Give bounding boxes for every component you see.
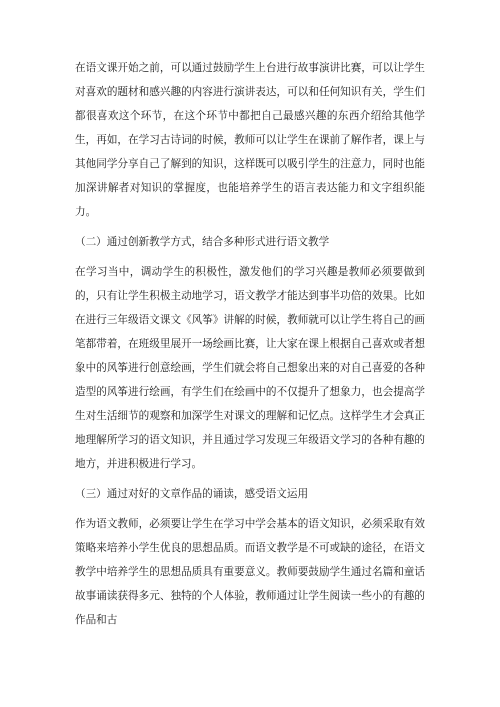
- document-page: [75, 56, 425, 632]
- body-paragraph-1: 在语文课开始之前，可以通过鼓励学生上台进行故事演讲比赛，可以让学生对喜欢的题材和感兴趣的内容进行演讲表达，可以和任何知识有关，学生们都很喜欢这个环节，在这个环节中都把自己最感兴趣的东西介绍给其他学生，再如，在学习古诗词的时候，教师可以让学生在课前了解作者，课上与其他同学分享自己了解到的知识，这样既可以吸引学生的注意力，同时也能加深讲解者对知识的掌握度，也能培养学生的语言表达能力和文字组织能力。: [75, 62, 425, 218]
- body-paragraph-2: 在学习当中，调动学生的积极性，激发他们的学习兴趣是教师必须要做到的，只有让学生积极主动地学习，语文教学才能达到事半功倍的效果。比如在进行三年级语文课文《风筝》讲解的时候，教师就可以让学生将自己的画笔都带着，在班级里展开一场绘画比赛，让大家在课上根据自己喜欢或者想象中的风筝进行创意绘画，学生们就会将自己想象出来的对自己喜爱的各种造型的风筝进行绘画，有学生们在绘画中的不仅提升了想象力，也会提高学生对生活细节的观察和加深学生对课文的理解和记忆点。这样学生才会真正地理解所学习的语文知识，并且通过学习发现三年级语文学习的各种有趣的地方，并进积极进行学习。: [75, 266, 425, 470]
- section-heading-3: （三）通过对好的文章作品的诵读，感受语文运用: [75, 488, 309, 500]
- body-paragraph-3: 作为语文教师，必须要让学生在学习中学会基本的语文知识，必须采取有效策略来培养小学生优良的思想品质。而语文教学是不可或缺的途径，在语文教学中培养学生的思想品质具有重要意义。教师要鼓励学生通过名篇和童话故事诵读获得多元、独特的个人体验，教师通过让学生阅读一些小的有趣的作品和古: [75, 518, 425, 626]
- section-heading-2: （二）通过创新教学方式，结合多种形式进行语文教学: [75, 236, 330, 248]
